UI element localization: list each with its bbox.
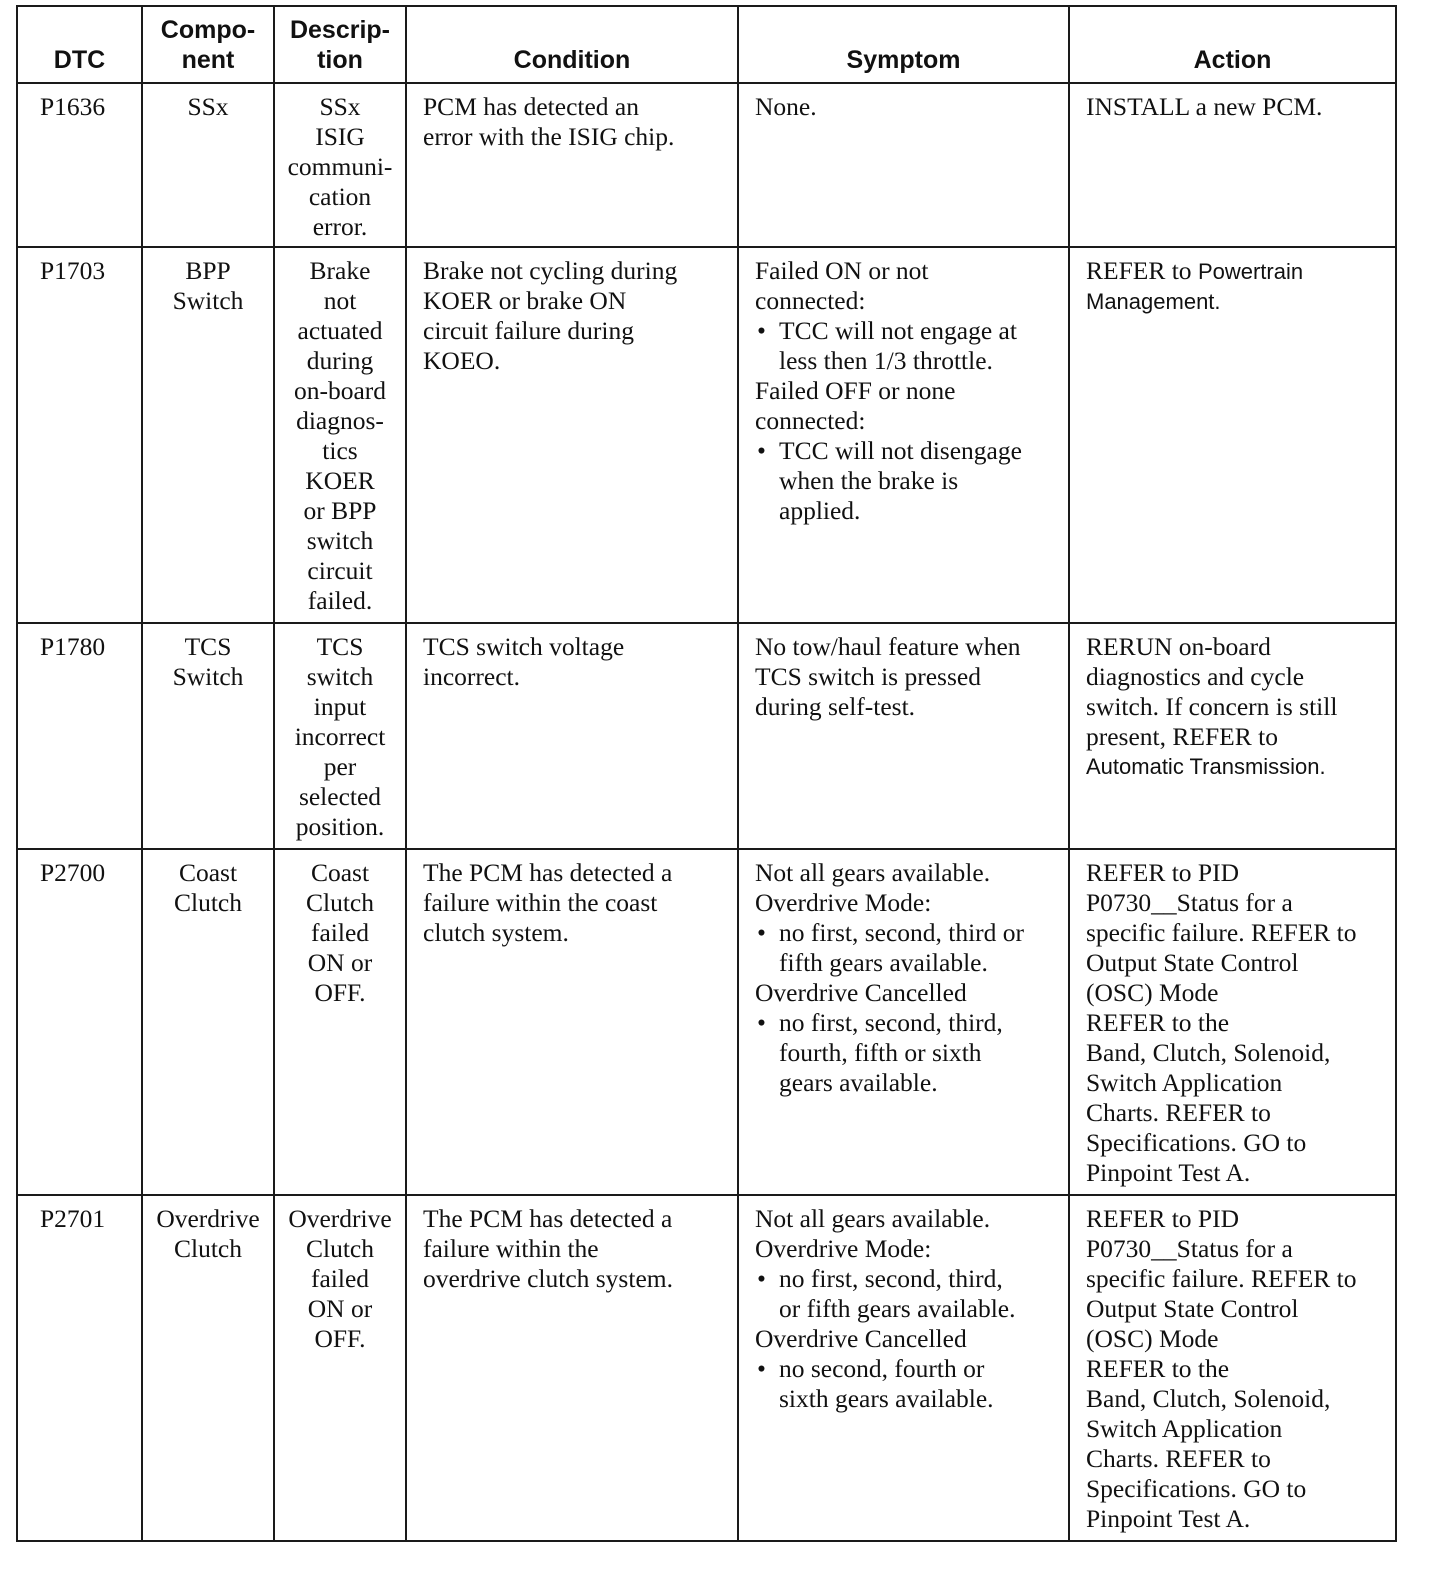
condition-cell: PCM has detected an error with the ISIG chip. — [406, 83, 738, 247]
action-cell: RERUN on-board diagnostics and cycle switch. If concern is still present, REFER to Automatic Transmission. — [1069, 623, 1396, 849]
condition-cell: The PCM has detected a failure within the coast clutch system. — [406, 849, 738, 1195]
table-row — [17, 1195, 1396, 1541]
symptom-bullet: • no first, second, third or fifth gears available. — [757, 918, 1025, 977]
condition-cell: Brake not cycling during KOER or brake ON circuit failure during KOEO. — [406, 247, 738, 623]
dtc-cell: P1703 — [17, 247, 142, 623]
description-cell: SSx ISIG communi- cation error. — [274, 83, 406, 247]
component-cell: Coast Clutch — [142, 849, 274, 1195]
symptom-bullet: • no first, second, third, fourth, fifth or sixth gears available. — [757, 1008, 1003, 1097]
symptom-cell: Not all gears available. Overdrive Mode: • no first, second, third or fifth gears available. Overdrive Cancelled • no first, second, third, fourth, fifth or sixth gears available. — [738, 849, 1069, 1195]
bullet-icon: • — [757, 436, 766, 465]
condition-cell: TCS switch voltage incorrect. — [406, 623, 738, 849]
dtc-cell: P1780 — [17, 623, 142, 849]
description-cell: Brake not actuated during on-board diagnos- tics KOER or BPP switch circuit failed. — [274, 247, 406, 623]
action-cell: INSTALL a new PCM. — [1069, 83, 1396, 247]
bullet-icon: • — [757, 1354, 766, 1383]
header-component: Compo- nent — [142, 6, 274, 83]
bullet-icon: • — [757, 1008, 766, 1037]
header-action: Action — [1069, 6, 1396, 83]
header-symptom: Symptom — [738, 6, 1069, 83]
description-cell: Overdrive Clutch failed ON or OFF. — [274, 1195, 406, 1541]
header-description: Descrip- tion — [274, 6, 406, 83]
table-row — [17, 247, 1396, 623]
bullet-icon: • — [757, 316, 766, 345]
powertrain-management-link[interactable]: Powertrain — [1197, 259, 1304, 284]
component-cell: BPP Switch — [142, 247, 274, 623]
automatic-transmission-link[interactable]: Automatic Transmission. — [1086, 754, 1326, 779]
description-cell: Coast Clutch failed ON or OFF. — [274, 849, 406, 1195]
symptom-bullet: • TCC will not disengage when the brake is applied. — [757, 436, 1022, 525]
symptom-bullet: • TCC will not engage at less then 1/3 throttle. — [757, 316, 1017, 375]
header-row — [17, 6, 1396, 83]
bullet-icon: • — [757, 918, 766, 947]
dtc-cell: P1636 — [17, 83, 142, 247]
action-cell: REFER to PID P0730__Status for a specific failure. REFER to Output State Control (OSC) Mode REFER to the Band, Clutch, Solenoid, Switch Application Charts. REFER to Specifications. GO to Pinpoint Test A. — [1069, 849, 1396, 1195]
bullet-icon: • — [757, 1264, 766, 1293]
symptom-cell: None. — [738, 83, 1069, 247]
dtc-cell: P2701 — [17, 1195, 142, 1541]
component-cell: SSx — [142, 83, 274, 247]
table-row — [17, 623, 1396, 849]
header-condition: Condition — [406, 6, 738, 83]
symptom-cell: No tow/haul feature when TCS switch is pressed during self-test. — [738, 623, 1069, 849]
symptom-cell: Failed ON or not connected: • TCC will not engage at less then 1/3 throttle. Failed OFF or none connected: • TCC will not disengage when the brake is applied. — [738, 247, 1069, 623]
symptom-bullet: • no second, fourth or sixth gears available. — [757, 1354, 994, 1413]
symptom-cell: Not all gears available. Overdrive Mode: • no first, second, third, or fifth gears available. Overdrive Cancelled • no second, fourth or sixth gears available. — [738, 1195, 1069, 1541]
component-cell: TCS Switch — [142, 623, 274, 849]
table-row — [17, 83, 1396, 247]
symptom-bullet: • no first, second, third, or fifth gears available. — [757, 1264, 1016, 1323]
powertrain-management-link-cont[interactable]: Management. — [1086, 289, 1221, 314]
header-dtc: DTC — [17, 6, 142, 83]
action-cell: REFER to Powertrain Management. — [1069, 247, 1396, 623]
description-cell: TCS switch input incorrect per selected position. — [274, 623, 406, 849]
dtc-cell: P2700 — [17, 849, 142, 1195]
table-row — [17, 849, 1396, 1195]
condition-cell: The PCM has detected a failure within the overdrive clutch system. — [406, 1195, 738, 1541]
component-cell: Overdrive Clutch — [142, 1195, 274, 1541]
dtc-table — [16, 5, 1397, 1542]
action-cell: REFER to PID P0730__Status for a specific failure. REFER to Output State Control (OSC) Mode REFER to the Band, Clutch, Solenoid, Switch Application Charts. REFER to Specifications. GO to Pinpoint Test A. — [1069, 1195, 1396, 1541]
